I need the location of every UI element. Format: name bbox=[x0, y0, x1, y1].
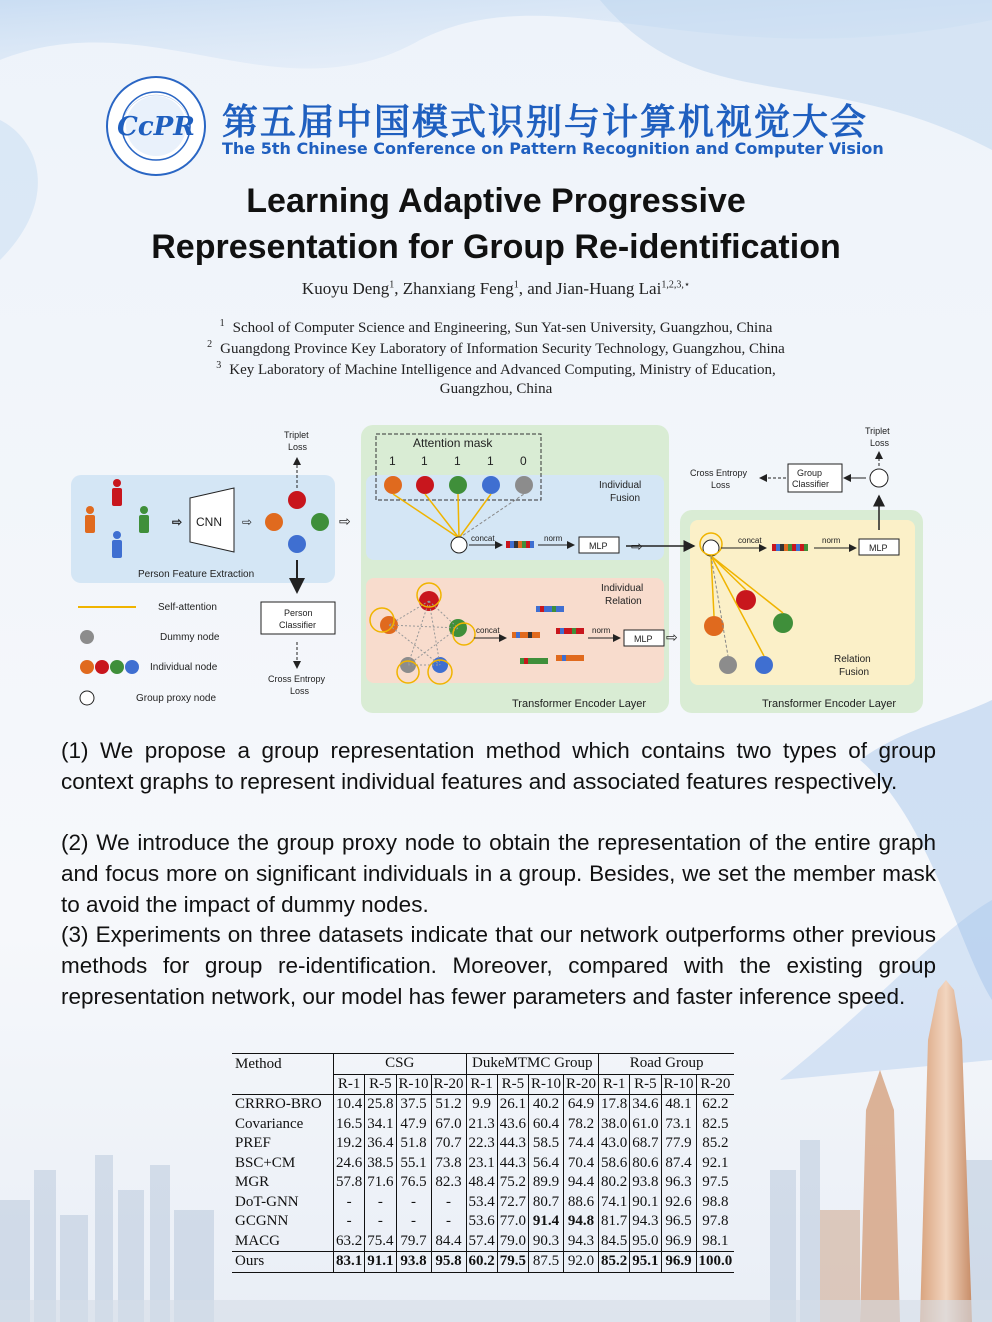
table-method-cell: DoT-GNN bbox=[235, 1193, 299, 1210]
table-cell: 92.6 bbox=[661, 1193, 696, 1213]
table-cell: 17.8 bbox=[599, 1095, 630, 1115]
table-method-cell: BSC+CM bbox=[235, 1154, 296, 1171]
table-cell: 51.2 bbox=[431, 1095, 466, 1115]
mask-value: 0 bbox=[520, 454, 527, 468]
triplet-loss-label: Triplet bbox=[865, 426, 890, 436]
transformer-encoder-label: Transformer Encoder Layer bbox=[762, 698, 897, 710]
table-cell: 43.6 bbox=[497, 1115, 528, 1135]
table-group-header: CSG bbox=[334, 1054, 467, 1075]
table-method-cell: Ours bbox=[232, 1252, 334, 1273]
table-cell: 97.5 bbox=[696, 1173, 734, 1193]
svg-text:⇨: ⇨ bbox=[631, 538, 643, 554]
table-cell: 96.9 bbox=[661, 1232, 696, 1252]
table-cell: - bbox=[334, 1212, 365, 1232]
table-cell: 94.3 bbox=[564, 1232, 599, 1252]
table-cell: 100.0 bbox=[696, 1252, 734, 1273]
table-cell: 58.6 bbox=[599, 1154, 630, 1174]
contribution-3: (3) Experiments on three datasets indicate that our network outperforms other previous methods for group re-identification. Moreover, compared with the existing group representation network, our model has fewer parameters and faster inference speed. bbox=[61, 922, 936, 1009]
author-list bbox=[0, 279, 992, 299]
concat-label: concat bbox=[471, 534, 495, 543]
table-cell: 40.2 bbox=[529, 1095, 564, 1115]
table-cell: 91.4 bbox=[529, 1212, 564, 1232]
cross-entropy-loss-label: Cross Entropy bbox=[268, 674, 326, 684]
table-cell: 82.5 bbox=[696, 1115, 734, 1135]
table-cell: 34.6 bbox=[630, 1095, 661, 1115]
triplet-loss-label: Loss bbox=[288, 442, 308, 452]
cross-entropy-loss-label: Cross Entropy bbox=[690, 468, 748, 478]
table-cell: 64.9 bbox=[564, 1095, 599, 1115]
mask-value: 1 bbox=[389, 454, 396, 468]
attention-mask-label: Attention mask bbox=[413, 436, 493, 450]
table-cell: 87.4 bbox=[661, 1154, 696, 1174]
table-cell: 60.2 bbox=[466, 1252, 497, 1273]
transformer-encoder-label: Transformer Encoder Layer bbox=[512, 698, 647, 710]
table-cell: 95.0 bbox=[630, 1232, 661, 1252]
group-classifier-label: Group bbox=[797, 468, 823, 478]
table-metric-header: R-1 bbox=[599, 1074, 630, 1095]
table-group-header: Road Group bbox=[599, 1054, 735, 1075]
group-classifier-label: Classifier bbox=[792, 479, 830, 489]
table-metric-header: R-20 bbox=[431, 1074, 466, 1095]
affiliation-number: 3 bbox=[216, 360, 222, 371]
legend-individual-node: Individual node bbox=[150, 662, 218, 673]
table-group-header-row bbox=[232, 1054, 734, 1075]
table-metric-header: R-1 bbox=[334, 1074, 365, 1095]
table-cell: 24.6 bbox=[334, 1154, 365, 1174]
table-metric-header: R-10 bbox=[661, 1074, 696, 1095]
table-cell: 76.5 bbox=[396, 1173, 431, 1193]
table-row bbox=[232, 1095, 734, 1115]
table-cell: 56.4 bbox=[529, 1154, 564, 1174]
table-cell: 26.1 bbox=[497, 1095, 528, 1115]
table-cell: 34.1 bbox=[365, 1115, 396, 1135]
table-cell: - bbox=[431, 1212, 466, 1232]
author-name: Kuoyu Deng bbox=[301, 279, 390, 298]
table-cell: 88.6 bbox=[564, 1193, 599, 1213]
table-cell: 44.3 bbox=[497, 1154, 528, 1174]
legend-self-attention: Self-attention bbox=[158, 602, 217, 613]
norm-label: norm bbox=[592, 626, 611, 635]
table-cell: 68.7 bbox=[630, 1134, 661, 1154]
conference-chinese-name: 第五届中国模式识别与计算机视觉大会 bbox=[222, 102, 869, 143]
table-cell: 77.0 bbox=[497, 1212, 528, 1232]
table-method-cell: GCGNN bbox=[235, 1213, 289, 1230]
table-cell: 58.5 bbox=[529, 1134, 564, 1154]
table-cell: 90.1 bbox=[630, 1193, 661, 1213]
table-cell: - bbox=[365, 1193, 396, 1213]
relation-fusion-label: Relation bbox=[834, 654, 871, 665]
table-cell: 55.1 bbox=[396, 1154, 431, 1174]
table-cell: - bbox=[365, 1212, 396, 1232]
conference-logo bbox=[105, 75, 207, 177]
relation-fusion-label: Fusion bbox=[839, 667, 870, 678]
affiliation-continuation: Guangzhou, China bbox=[439, 381, 553, 397]
table-cell: 36.4 bbox=[365, 1134, 396, 1154]
author-separator: , bbox=[394, 279, 403, 298]
table-cell: 96.3 bbox=[661, 1173, 696, 1193]
svg-text:⇨: ⇨ bbox=[666, 629, 678, 645]
table-cell: 93.8 bbox=[396, 1252, 431, 1273]
table-cell: 92.1 bbox=[696, 1154, 734, 1174]
table-method-cell: Covariance bbox=[235, 1115, 304, 1132]
feature-vector bbox=[506, 541, 534, 548]
table-cell: 92.0 bbox=[564, 1252, 599, 1273]
feature-vector bbox=[772, 544, 808, 551]
table-cell: 48.4 bbox=[466, 1173, 497, 1193]
legend-group-proxy-node: Group proxy node bbox=[136, 693, 217, 704]
table-row bbox=[232, 1173, 734, 1193]
table-cell: 84.4 bbox=[431, 1232, 466, 1252]
table-cell: 79.7 bbox=[396, 1232, 431, 1252]
table-metric-header: R-5 bbox=[497, 1074, 528, 1095]
table-cell: - bbox=[431, 1193, 466, 1213]
author-affil-mark: 1,2,3,⋆ bbox=[661, 279, 691, 291]
table-row bbox=[232, 1252, 734, 1273]
person-classifier-label: Person bbox=[284, 608, 313, 618]
table-header-method: Method bbox=[232, 1054, 334, 1075]
logo-mark: CcPR bbox=[117, 112, 195, 142]
table-row bbox=[232, 1154, 734, 1174]
table-row bbox=[232, 1193, 734, 1213]
paper-title-line1: Learning Adaptive Progressive bbox=[246, 182, 746, 220]
conference-english-name: The 5th Chinese Conference on Pattern Recognition and Computer Vision bbox=[222, 139, 884, 158]
table-cell: 78.2 bbox=[564, 1115, 599, 1135]
table-group-header: DukeMTMC Group bbox=[466, 1054, 599, 1075]
individual-fusion-label: Individual bbox=[599, 480, 642, 491]
table-row bbox=[232, 1134, 734, 1154]
affiliation-text: Guangdong Province Key Laboratory of Information Security Technology, Guangzhou, China bbox=[220, 341, 785, 357]
svg-text:⇨: ⇨ bbox=[172, 515, 183, 529]
table-cell: 96.5 bbox=[661, 1212, 696, 1232]
table-cell: 85.2 bbox=[599, 1252, 630, 1273]
table-row bbox=[232, 1212, 734, 1232]
mlp-label: MLP bbox=[589, 541, 608, 551]
svg-text:⇨: ⇨ bbox=[242, 515, 253, 529]
table-cell: 75.2 bbox=[497, 1173, 528, 1193]
table-cell: - bbox=[396, 1193, 431, 1213]
norm-label: norm bbox=[822, 536, 841, 545]
table-cell: 21.3 bbox=[466, 1115, 497, 1135]
table-cell: 90.3 bbox=[529, 1232, 564, 1252]
table-cell: 75.4 bbox=[365, 1232, 396, 1252]
affiliation bbox=[0, 360, 992, 379]
table-cell: 91.1 bbox=[365, 1252, 396, 1273]
table-cell: - bbox=[334, 1193, 365, 1213]
concat-label: concat bbox=[738, 536, 762, 545]
table-metric-header: R-10 bbox=[396, 1074, 431, 1095]
table-cell: 62.2 bbox=[696, 1095, 734, 1115]
table-cell: 37.5 bbox=[396, 1095, 431, 1115]
table-cell: 51.8 bbox=[396, 1134, 431, 1154]
individual-relation-label: Individual bbox=[601, 583, 644, 594]
table-cell: 93.8 bbox=[630, 1173, 661, 1193]
norm-label: norm bbox=[544, 534, 563, 543]
person-feature-extraction-label: Person Feature Extraction bbox=[138, 569, 255, 580]
table-cell: 57.4 bbox=[466, 1232, 497, 1252]
table-cell: 10.4 bbox=[334, 1095, 365, 1115]
table-cell: 43.0 bbox=[599, 1134, 630, 1154]
table-cell: 74.4 bbox=[564, 1134, 599, 1154]
table-cell: 77.9 bbox=[661, 1134, 696, 1154]
table-cell: 84.5 bbox=[599, 1232, 630, 1252]
svg-text:⇨: ⇨ bbox=[339, 513, 351, 529]
table-method-cell: CRRRO-BRO bbox=[232, 1095, 334, 1115]
author-name: Zhanxiang Feng bbox=[402, 279, 514, 298]
table-cell: 89.9 bbox=[529, 1173, 564, 1193]
table-method-cell: MACG bbox=[235, 1232, 281, 1249]
table-cell: 63.2 bbox=[334, 1232, 365, 1252]
table-cell: 38.5 bbox=[365, 1154, 396, 1174]
mlp-label: MLP bbox=[634, 634, 653, 644]
table-cell: 98.1 bbox=[696, 1232, 734, 1252]
table-cell: 25.8 bbox=[365, 1095, 396, 1115]
table-metric-header-row bbox=[232, 1074, 734, 1095]
affiliation bbox=[0, 318, 992, 337]
table-cell: 87.5 bbox=[529, 1252, 564, 1273]
table-metric-header: R-10 bbox=[529, 1074, 564, 1095]
table-metric-header: R-5 bbox=[365, 1074, 396, 1095]
architecture-figure bbox=[66, 420, 928, 720]
table-cell: 80.7 bbox=[529, 1193, 564, 1213]
table-cell: - bbox=[396, 1212, 431, 1232]
table-cell: 53.6 bbox=[466, 1212, 497, 1232]
table-cell: 70.7 bbox=[431, 1134, 466, 1154]
individual-relation-label: Relation bbox=[605, 596, 642, 607]
cnn-label: CNN bbox=[196, 515, 222, 529]
table-cell: 47.9 bbox=[396, 1115, 431, 1135]
table-cell: 44.3 bbox=[497, 1134, 528, 1154]
triplet-loss-label: Loss bbox=[870, 438, 890, 448]
legend-dummy-node: Dummy node bbox=[160, 632, 220, 643]
affiliation-number: 1 bbox=[219, 318, 225, 329]
mask-value: 1 bbox=[421, 454, 428, 468]
table-cell: 95.1 bbox=[630, 1252, 661, 1273]
table-cell: 83.1 bbox=[334, 1252, 365, 1273]
author-separator: , and bbox=[518, 279, 557, 298]
contribution-1: (1) We propose a group representation method which contains two types of group context graphs to represent individual features and associated features respectively. bbox=[61, 738, 936, 794]
table-cell: 61.0 bbox=[630, 1115, 661, 1135]
table-cell: 97.8 bbox=[696, 1212, 734, 1232]
table-cell: 48.1 bbox=[661, 1095, 696, 1115]
table-cell: 81.7 bbox=[599, 1212, 630, 1232]
table-cell: 67.0 bbox=[431, 1115, 466, 1135]
table-cell: 23.1 bbox=[466, 1154, 497, 1174]
table-cell: 57.8 bbox=[334, 1173, 365, 1193]
table-cell: 80.2 bbox=[599, 1173, 630, 1193]
table-cell: 96.9 bbox=[661, 1252, 696, 1273]
table-cell: 74.1 bbox=[599, 1193, 630, 1213]
results-table bbox=[232, 1053, 734, 1273]
table-cell: 80.6 bbox=[630, 1154, 661, 1174]
table-cell: 82.3 bbox=[431, 1173, 466, 1193]
cross-entropy-loss-label: Loss bbox=[711, 480, 731, 490]
table-cell: 22.3 bbox=[466, 1134, 497, 1154]
table-cell: 94.4 bbox=[564, 1173, 599, 1193]
mask-value: 1 bbox=[454, 454, 461, 468]
table-method-cell: MGR bbox=[235, 1174, 270, 1191]
table-cell: 95.8 bbox=[431, 1252, 466, 1273]
table-cell: 94.8 bbox=[564, 1212, 599, 1232]
table-row bbox=[232, 1115, 734, 1135]
mask-value: 1 bbox=[487, 454, 494, 468]
table-cell: 73.8 bbox=[431, 1154, 466, 1174]
table-row bbox=[232, 1232, 734, 1252]
individual-fusion-label: Fusion bbox=[610, 493, 641, 504]
table-metric-header: R-5 bbox=[630, 1074, 661, 1095]
contribution-2: (2) We introduce the group proxy node to obtain the representation of the entire graph and focus more on significant individuals in a group. Besides, we set the member mask to avoid the impact of dummy nodes. bbox=[61, 830, 936, 917]
triplet-loss-label: Triplet bbox=[284, 430, 309, 440]
affiliation-number: 2 bbox=[207, 339, 213, 350]
author-affil-mark: 1 bbox=[513, 279, 519, 291]
table-cell: 72.7 bbox=[497, 1193, 528, 1213]
affiliation-text: Key Laboratory of Machine Intelligence and Advanced Computing, Ministry of Education, bbox=[229, 362, 776, 378]
author-affil-mark: 1 bbox=[389, 279, 395, 291]
table-cell: 94.3 bbox=[630, 1212, 661, 1232]
table-cell: 73.1 bbox=[661, 1115, 696, 1135]
author-name: Jian-Huang Lai bbox=[556, 279, 662, 298]
table-cell: 79.5 bbox=[497, 1252, 528, 1273]
table-cell: 19.2 bbox=[334, 1134, 365, 1154]
concat-label: concat bbox=[476, 626, 500, 635]
table-metric-header: R-20 bbox=[696, 1074, 734, 1095]
table-metric-header: R-1 bbox=[466, 1074, 497, 1095]
paper-title-line2: Representation for Group Re-identification bbox=[151, 228, 841, 266]
cross-entropy-loss-label: Loss bbox=[290, 686, 310, 696]
table-cell: 38.0 bbox=[599, 1115, 630, 1135]
table-cell: 53.4 bbox=[466, 1193, 497, 1213]
mlp-label: MLP bbox=[869, 543, 888, 553]
table-cell: 70.4 bbox=[564, 1154, 599, 1174]
affiliation-text: School of Computer Science and Engineering, Sun Yat-sen University, Guangzhou, China bbox=[232, 320, 773, 336]
table-cell: 98.8 bbox=[696, 1193, 734, 1213]
table-cell: 16.5 bbox=[334, 1115, 365, 1135]
table-cell: 60.4 bbox=[529, 1115, 564, 1135]
table-cell: 9.9 bbox=[466, 1095, 497, 1115]
affiliation bbox=[0, 339, 992, 358]
table-metric-header: R-20 bbox=[564, 1074, 599, 1095]
table-cell: 71.6 bbox=[365, 1173, 396, 1193]
person-classifier-label: Classifier bbox=[279, 620, 317, 630]
table-cell: 85.2 bbox=[696, 1134, 734, 1154]
table-cell: 79.0 bbox=[497, 1232, 528, 1252]
table-method-cell: PREF bbox=[235, 1135, 271, 1152]
